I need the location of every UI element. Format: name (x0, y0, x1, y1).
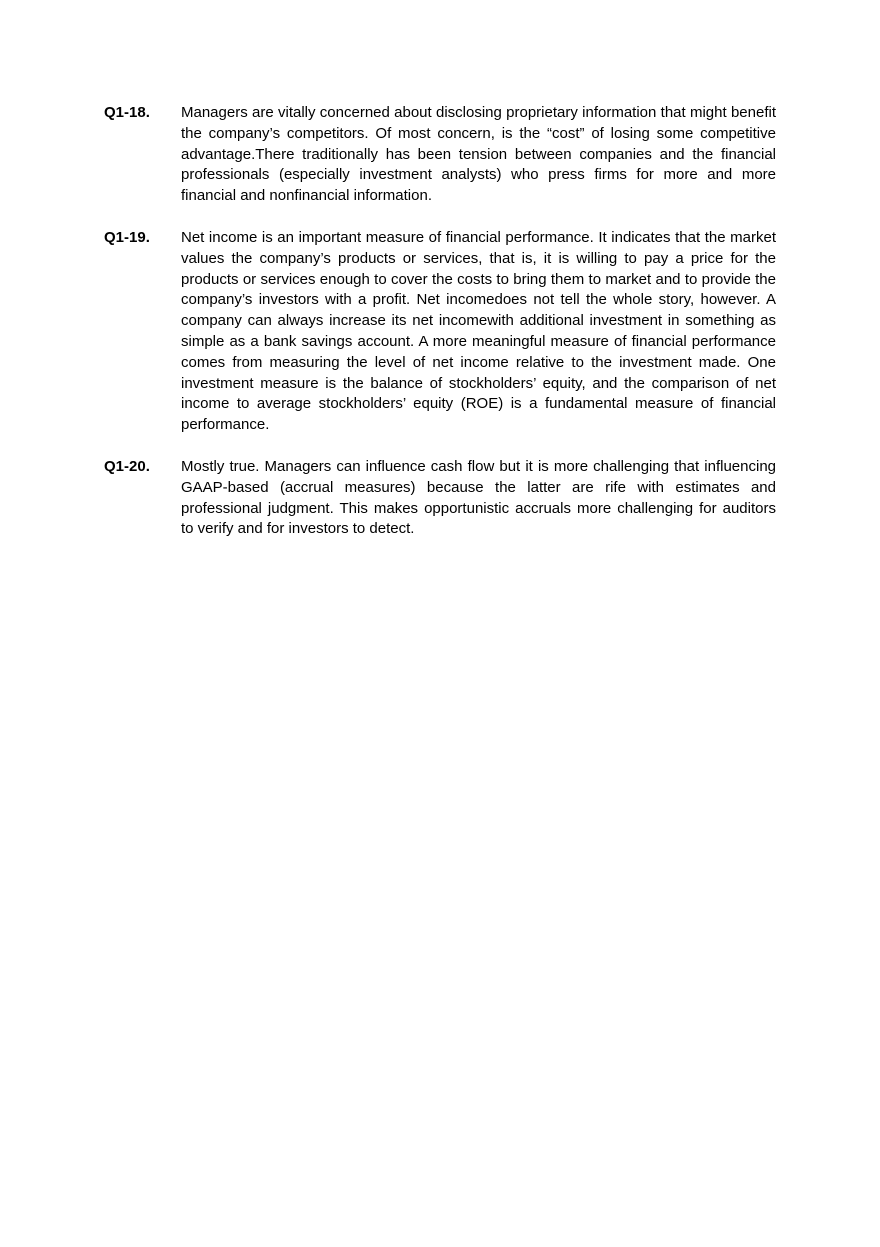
question-number: Q1-18. (104, 104, 150, 121)
question-number: Q1-20. (104, 458, 150, 475)
question-number: Q1-19. (104, 229, 150, 246)
answer-text: Managers are vitally concerned about disclosing proprietary information that might benefit the company’s competitors. Of most concern, is the “cost” of losing some competitive advantage.There traditionally has been tension between companies and the financial professionals (especially investment analysts) who press firms for more and more financial and nonfinancial information. (181, 104, 776, 205)
answer-text: Mostly true. Managers can influence cash flow but it is more challenging that influencing GAAP-based (accrual measures) because the latter are rife with estimates and professional judgment. This makes opportunistic accruals more challenging for auditors to verify and for investors to detect. (181, 458, 776, 538)
answer-text: Net income is an important measure of financial performance. It indicates that the market values the company’s products or services, that is, it is willing to pay a price for the products or services enough to cover the costs to bring them to market and to provide the company’s investors with a profit. Net incomedoes not tell the whole story, however. A company can always increase its net incomewith additional investment in something as simple as a bank savings account. A more meaningful measure of financial performance comes from measuring the level of net income relative to the investment made. One investment measure is the balance of stockholders’ equity, and the comparison of net income to average stockholders’ equity (ROE) is a fundamental measure of financial performance. (181, 229, 776, 434)
